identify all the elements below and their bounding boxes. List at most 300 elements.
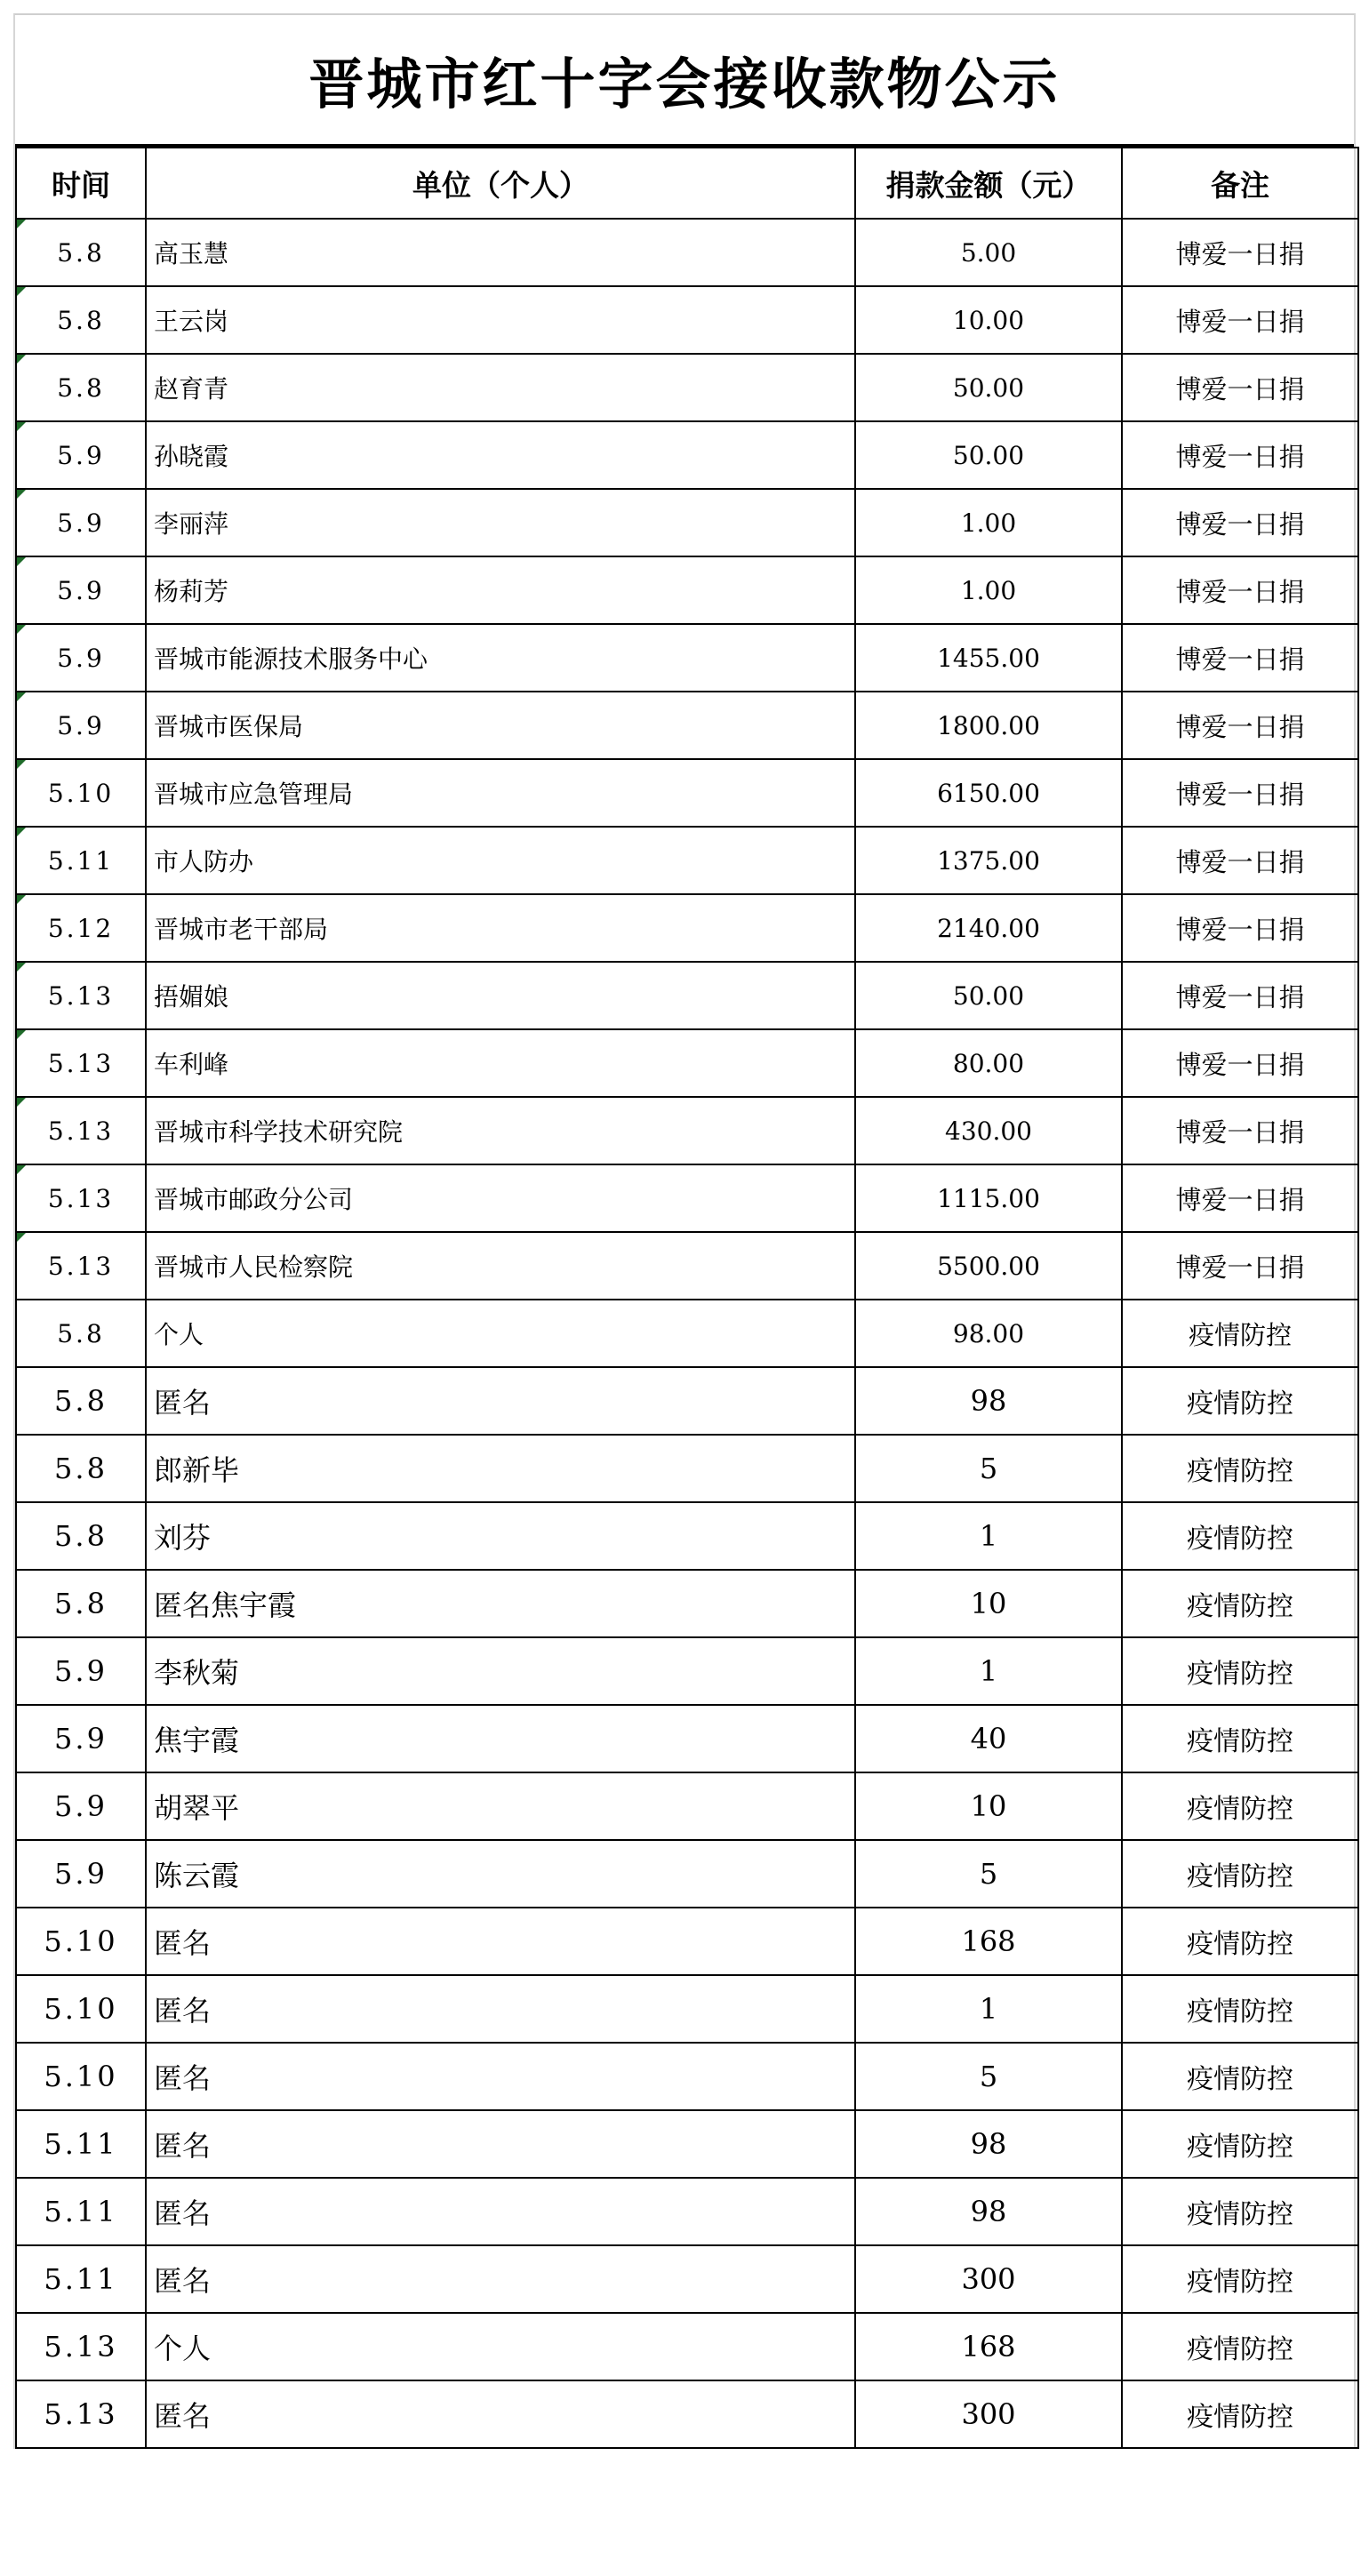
cell-unit[interactable]: [146, 286, 855, 354]
cell-note-text: 疫情防控: [1187, 1591, 1293, 1622]
cell-time[interactable]: [16, 894, 146, 962]
cell-time-text: 5.10: [44, 1992, 118, 2026]
cell-note[interactable]: [1122, 894, 1358, 962]
cell-amount[interactable]: [855, 2313, 1122, 2380]
cell-note[interactable]: [1122, 1300, 1358, 1367]
cell-unit[interactable]: [146, 1908, 855, 1975]
cell-time[interactable]: [16, 2380, 146, 2448]
cell-time-text: 5.9: [57, 575, 105, 605]
cell-unit[interactable]: [146, 1367, 855, 1435]
cell-amount-text: 430.00: [945, 1116, 1032, 1146]
cell-unit-text: 李丽萍: [154, 509, 229, 539]
cell-unit-text: 晋城市应急管理局: [154, 780, 354, 809]
cell-unit[interactable]: [146, 1637, 855, 1705]
cell-time-text: 5.8: [54, 1452, 108, 1485]
table-row: [16, 286, 1358, 354]
table-row: [16, 1164, 1358, 1232]
cell-unit[interactable]: [146, 1300, 855, 1367]
cell-comment-marker: [17, 1233, 26, 1242]
cell-amount-text: 80.00: [952, 1048, 1025, 1078]
cell-amount-text: 1115.00: [937, 1183, 1040, 1213]
cell-note[interactable]: [1122, 692, 1358, 759]
cell-amount[interactable]: [855, 2043, 1122, 2110]
cell-unit-text: 个人: [154, 1320, 204, 1349]
cell-note-text: 博爱一日捐: [1175, 711, 1305, 742]
cell-time[interactable]: [16, 2245, 146, 2313]
cell-time[interactable]: [16, 354, 146, 421]
cell-time-text: 5.9: [57, 710, 105, 740]
cell-unit[interactable]: [146, 421, 855, 489]
cell-time-text: 5.9: [57, 643, 105, 673]
cell-amount-text: 10: [970, 1587, 1007, 1620]
cell-note-text: 疫情防控: [1187, 1996, 1293, 2028]
cell-amount[interactable]: [855, 1637, 1122, 1705]
cell-unit[interactable]: [146, 759, 855, 827]
cell-amount-text: 40: [970, 1722, 1007, 1756]
cell-unit[interactable]: [146, 827, 855, 894]
cell-amount[interactable]: [855, 759, 1122, 827]
cell-note[interactable]: [1122, 962, 1358, 1029]
cell-note[interactable]: [1122, 1029, 1358, 1097]
cell-amount-text: 98: [970, 2195, 1007, 2228]
cell-note[interactable]: [1122, 556, 1358, 624]
table-row: [16, 1029, 1358, 1097]
cell-note[interactable]: [1122, 489, 1358, 556]
table-row: [16, 962, 1358, 1029]
table-row: [16, 2043, 1358, 2110]
cell-time-text: 5.9: [57, 508, 105, 538]
cell-time-text: 5.8: [57, 237, 105, 268]
cell-time-text: 5.8: [57, 372, 105, 403]
cell-time[interactable]: [16, 962, 146, 1029]
cell-time-text: 5.13: [47, 1251, 115, 1281]
cell-amount-text: 10: [970, 1789, 1007, 1823]
table-row: [16, 354, 1358, 421]
cell-unit[interactable]: [146, 219, 855, 286]
cell-unit-text: 焦宇霞: [154, 1724, 240, 1757]
cell-note-text: 博爱一日捐: [1175, 644, 1305, 675]
cell-amount-text: 1.00: [960, 575, 1017, 605]
cell-note-text: 疫情防控: [1187, 1388, 1293, 1420]
cell-amount-text: 1: [979, 1519, 998, 1553]
cell-time[interactable]: [16, 1637, 146, 1705]
cell-amount-text: 5: [979, 1857, 998, 1891]
cell-note-text: 博爱一日捐: [1175, 981, 1305, 1012]
table-row: [16, 489, 1358, 556]
cell-time[interactable]: [16, 1840, 146, 1908]
cell-unit[interactable]: [146, 2043, 855, 2110]
cell-amount[interactable]: [855, 354, 1122, 421]
cell-note-text: 博爱一日捐: [1175, 914, 1305, 945]
cell-time[interactable]: [16, 1705, 146, 1772]
cell-amount[interactable]: [855, 2178, 1122, 2245]
cell-unit[interactable]: [146, 1164, 855, 1232]
cell-note[interactable]: [1122, 1570, 1358, 1637]
cell-amount-text: 300: [961, 2397, 1016, 2431]
cell-time[interactable]: [16, 556, 146, 624]
cell-time[interactable]: [16, 1029, 146, 1097]
cell-unit-text: 匿名: [154, 1994, 212, 2028]
cell-unit[interactable]: [146, 2245, 855, 2313]
cell-unit[interactable]: [146, 1705, 855, 1772]
cell-comment-marker: [17, 895, 26, 904]
cell-time-text: 5.13: [44, 2397, 118, 2431]
cell-amount[interactable]: [855, 624, 1122, 692]
cell-time[interactable]: [16, 219, 146, 286]
cell-amount[interactable]: [855, 1840, 1122, 1908]
cell-time[interactable]: [16, 489, 146, 556]
table-row: [16, 2110, 1358, 2178]
cell-unit-text: 晋城市能源技术服务中心: [154, 644, 428, 674]
cell-amount-text: 168: [961, 1924, 1016, 1958]
cell-note[interactable]: [1122, 286, 1358, 354]
cell-note-text: 博爱一日捐: [1175, 508, 1305, 540]
cell-note-text: 博爱一日捐: [1175, 1049, 1305, 1080]
cell-unit[interactable]: [146, 2380, 855, 2448]
cell-amount[interactable]: [855, 2245, 1122, 2313]
cell-unit-text: 捂媚娘: [154, 982, 229, 1012]
cell-note-text: 疫情防控: [1187, 2267, 1293, 2298]
table-row: [16, 1975, 1358, 2043]
cell-comment-marker: [17, 1098, 26, 1107]
cell-note-text: 疫情防控: [1187, 1794, 1293, 1825]
cell-note-text: 博爱一日捐: [1175, 779, 1305, 810]
cell-unit-text: 匿名: [154, 2061, 212, 2095]
cell-time-text: 5.11: [44, 2195, 118, 2228]
cell-note[interactable]: [1122, 219, 1358, 286]
cell-time[interactable]: [16, 1435, 146, 1502]
cell-note[interactable]: [1122, 2043, 1358, 2110]
cell-note[interactable]: [1122, 421, 1358, 489]
cell-note-text: 博爱一日捐: [1175, 373, 1305, 404]
cell-amount[interactable]: [855, 1975, 1122, 2043]
cell-amount[interactable]: [855, 1502, 1122, 1570]
cell-amount[interactable]: [855, 1908, 1122, 1975]
cell-amount[interactable]: [855, 1097, 1122, 1164]
table-row: [16, 1232, 1358, 1300]
cell-note-text: 博爱一日捐: [1175, 238, 1305, 269]
table-row: [16, 827, 1358, 894]
table-row: [16, 421, 1358, 489]
cell-amount-text: 5.00: [960, 237, 1017, 268]
header-note: 备注: [1122, 148, 1358, 219]
cell-amount[interactable]: [855, 219, 1122, 286]
cell-amount[interactable]: [855, 1435, 1122, 1502]
cell-note[interactable]: [1122, 1772, 1358, 1840]
table-body: [16, 219, 1358, 2448]
cell-note[interactable]: [1122, 1840, 1358, 1908]
cell-time-text: 5.13: [47, 1048, 115, 1078]
cell-comment-marker: [17, 1030, 26, 1039]
cell-amount-text: 5: [979, 1452, 998, 1485]
cell-note-text: 疫情防控: [1187, 2402, 1293, 2433]
table-row: [16, 1840, 1358, 1908]
cell-unit[interactable]: [146, 962, 855, 1029]
cell-unit[interactable]: [146, 489, 855, 556]
cell-time-text: 5.8: [54, 1519, 108, 1553]
cell-time-text: 5.10: [44, 2060, 118, 2093]
cell-time[interactable]: [16, 2043, 146, 2110]
cell-unit[interactable]: [146, 1502, 855, 1570]
cell-unit[interactable]: [146, 1840, 855, 1908]
cell-unit-text: 匿名焦宇霞: [154, 1588, 297, 1622]
table-row: [16, 2313, 1358, 2380]
cell-comment-marker: [17, 692, 26, 701]
table-row: [16, 1772, 1358, 1840]
cell-note[interactable]: [1122, 1097, 1358, 1164]
cell-unit-text: 晋城市人民检察院: [154, 1252, 354, 1282]
cell-note[interactable]: [1122, 1232, 1358, 1300]
cell-time-text: 5.13: [47, 1183, 115, 1213]
cell-unit-text: 赵育青: [154, 374, 229, 404]
cell-unit[interactable]: [146, 624, 855, 692]
cell-comment-marker: [17, 760, 26, 769]
cell-amount[interactable]: [855, 1300, 1122, 1367]
table-row: [16, 894, 1358, 962]
cell-amount[interactable]: [855, 556, 1122, 624]
cell-amount-text: 1455.00: [937, 643, 1040, 673]
cell-note[interactable]: [1122, 1435, 1358, 1502]
cell-amount-text: 6150.00: [937, 778, 1040, 808]
table-row: [16, 219, 1358, 286]
cell-time[interactable]: [16, 2178, 146, 2245]
cell-note-text: 博爱一日捐: [1175, 441, 1305, 472]
cell-note[interactable]: [1122, 2110, 1358, 2178]
cell-unit-text: 车利峰: [154, 1050, 229, 1079]
cell-comment-marker: [17, 355, 26, 364]
cell-time-text: 5.8: [54, 1587, 108, 1620]
table-row: [16, 1097, 1358, 1164]
cell-amount-text: 10.00: [952, 305, 1025, 335]
cell-unit-text: 晋城市医保局: [154, 712, 304, 741]
cell-amount-text: 2140.00: [937, 913, 1040, 943]
cell-unit-text: 晋城市邮政分公司: [154, 1185, 354, 1214]
cell-unit[interactable]: [146, 354, 855, 421]
cell-comment-marker: [17, 422, 26, 431]
cell-time-text: 5.9: [54, 1654, 108, 1688]
cell-unit-text: 晋城市老干部局: [154, 915, 329, 944]
cell-unit-text: 市人防办: [154, 847, 254, 876]
cell-unit-text: 杨莉芳: [154, 577, 229, 606]
cell-note-text: 疫情防控: [1188, 1319, 1292, 1350]
cell-time[interactable]: [16, 1772, 146, 1840]
cell-note-text: 疫情防控: [1187, 1456, 1293, 1487]
cell-unit-text: 陈云霞: [154, 1859, 240, 1892]
cell-note[interactable]: [1122, 1975, 1358, 2043]
cell-note-text: 博爱一日捐: [1175, 576, 1305, 607]
cell-amount-text: 168: [961, 2330, 1016, 2364]
cell-amount-text: 50.00: [952, 372, 1025, 403]
cell-unit-text: 匿名: [154, 2264, 212, 2298]
cell-note[interactable]: [1122, 1502, 1358, 1570]
cell-note-text: 疫情防控: [1187, 2132, 1293, 2163]
cell-unit[interactable]: [146, 1570, 855, 1637]
cell-comment-marker: [17, 963, 26, 972]
cell-time[interactable]: [16, 692, 146, 759]
cell-unit-text: 晋城市科学技术研究院: [154, 1117, 404, 1147]
cell-unit[interactable]: [146, 1232, 855, 1300]
donation-table: [15, 147, 1359, 2449]
cell-amount[interactable]: [855, 1367, 1122, 1435]
cell-time[interactable]: [16, 1570, 146, 1637]
cell-note-text: 博爱一日捐: [1175, 306, 1305, 337]
cell-time[interactable]: [16, 1300, 146, 1367]
table-row: [16, 1502, 1358, 1570]
cell-time[interactable]: [16, 624, 146, 692]
cell-unit-text: 个人: [154, 2332, 212, 2365]
cell-time-text: 5.8: [54, 1384, 108, 1418]
cell-note[interactable]: [1122, 1164, 1358, 1232]
header-row: [16, 148, 1358, 219]
cell-time[interactable]: [16, 2110, 146, 2178]
cell-note[interactable]: [1122, 1908, 1358, 1975]
cell-amount[interactable]: [855, 962, 1122, 1029]
table-row: [16, 692, 1358, 759]
spreadsheet: [13, 13, 1356, 2449]
table-row: [16, 1637, 1358, 1705]
cell-amount[interactable]: [855, 1705, 1122, 1772]
cell-time[interactable]: [16, 1908, 146, 1975]
cell-unit[interactable]: [146, 2313, 855, 2380]
cell-amount[interactable]: [855, 1164, 1122, 1232]
cell-note-text: 疫情防控: [1187, 1726, 1293, 1757]
cell-note[interactable]: [1122, 2178, 1358, 2245]
cell-unit-text: 匿名: [154, 2196, 212, 2230]
cell-note[interactable]: [1122, 2380, 1358, 2448]
cell-unit[interactable]: [146, 894, 855, 962]
cell-note-text: 疫情防控: [1187, 1524, 1293, 1555]
cell-unit-text: 匿名: [154, 2399, 212, 2433]
cell-comment-marker: [17, 557, 26, 566]
cell-amount[interactable]: [855, 894, 1122, 962]
table-row: [16, 1570, 1358, 1637]
cell-time-text: 5.10: [47, 778, 115, 808]
cell-note-text: 疫情防控: [1187, 1929, 1293, 1960]
cell-time-text: 5.12: [47, 913, 115, 943]
cell-amount[interactable]: [855, 1232, 1122, 1300]
cell-note[interactable]: [1122, 624, 1358, 692]
cell-amount[interactable]: [855, 1570, 1122, 1637]
cell-amount[interactable]: [855, 2110, 1122, 2178]
cell-unit[interactable]: [146, 1772, 855, 1840]
cell-time-text: 5.11: [47, 845, 115, 876]
cell-unit[interactable]: [146, 1435, 855, 1502]
table-row: [16, 1367, 1358, 1435]
cell-note-text: 博爱一日捐: [1175, 1116, 1305, 1148]
table-row: [16, 1908, 1358, 1975]
cell-unit[interactable]: [146, 1097, 855, 1164]
table-row: [16, 759, 1358, 827]
cell-amount[interactable]: [855, 1772, 1122, 1840]
cell-amount[interactable]: [855, 827, 1122, 894]
cell-unit-text: 李秋菊: [154, 1656, 240, 1690]
cell-unit[interactable]: [146, 556, 855, 624]
cell-note[interactable]: [1122, 2245, 1358, 2313]
cell-time[interactable]: [16, 286, 146, 354]
cell-unit[interactable]: [146, 692, 855, 759]
cell-unit[interactable]: [146, 2178, 855, 2245]
cell-time[interactable]: [16, 421, 146, 489]
cell-amount-text: 1: [979, 1992, 998, 2026]
cell-amount[interactable]: [855, 489, 1122, 556]
cell-time[interactable]: [16, 1975, 146, 2043]
cell-note-text: 疫情防控: [1187, 1659, 1293, 1690]
header-unit: 单位（个人）: [146, 148, 855, 219]
cell-comment-marker: [17, 220, 26, 228]
cell-unit-text: 刘芬: [154, 1521, 212, 1555]
cell-note-text: 博爱一日捐: [1175, 846, 1305, 877]
cell-time[interactable]: [16, 1164, 146, 1232]
cell-amount-text: 1800.00: [937, 710, 1040, 740]
cell-amount-text: 98: [970, 2127, 1007, 2161]
cell-amount-text: 1: [979, 1654, 998, 1688]
cell-time[interactable]: [16, 827, 146, 894]
cell-time-text: 5.9: [54, 1722, 108, 1756]
cell-amount[interactable]: [855, 286, 1122, 354]
cell-amount-text: 1.00: [960, 508, 1017, 538]
table-row: [16, 2245, 1358, 2313]
table-row: [16, 1705, 1358, 1772]
cell-amount-text: 5: [979, 2060, 998, 2093]
table-row: [16, 1435, 1358, 1502]
cell-time-text: 5.11: [44, 2127, 118, 2161]
cell-comment-marker: [17, 625, 26, 634]
table-row: [16, 2178, 1358, 2245]
table-row: [16, 624, 1358, 692]
cell-amount-text: 50.00: [952, 440, 1025, 470]
cell-time[interactable]: [16, 1097, 146, 1164]
cell-time[interactable]: [16, 2313, 146, 2380]
cell-time-text: 5.13: [47, 980, 115, 1011]
cell-amount[interactable]: [855, 2380, 1122, 2448]
cell-amount[interactable]: [855, 692, 1122, 759]
cell-note[interactable]: [1122, 2313, 1358, 2380]
cell-amount-text: 50.00: [952, 980, 1025, 1011]
cell-note[interactable]: [1122, 827, 1358, 894]
cell-unit-text: 郎新毕: [154, 1453, 240, 1487]
cell-note-text: 疫情防控: [1187, 1861, 1293, 1892]
cell-unit[interactable]: [146, 1029, 855, 1097]
cell-time[interactable]: [16, 1502, 146, 1570]
header-time: 时间: [16, 148, 146, 219]
cell-amount[interactable]: [855, 421, 1122, 489]
cell-time-text: 5.13: [47, 1116, 115, 1146]
cell-note[interactable]: [1122, 1637, 1358, 1705]
cell-note[interactable]: [1122, 1705, 1358, 1772]
table-row: [16, 2380, 1358, 2448]
cell-time[interactable]: [16, 759, 146, 827]
cell-amount[interactable]: [855, 1029, 1122, 1097]
cell-note[interactable]: [1122, 759, 1358, 827]
cell-time[interactable]: [16, 1232, 146, 1300]
cell-unit-text: 匿名: [154, 1386, 212, 1420]
table-row: [16, 1300, 1358, 1367]
cell-comment-marker: [17, 1165, 26, 1174]
cell-unit-text: 高玉慧: [154, 239, 229, 268]
cell-time-text: 5.9: [54, 1789, 108, 1823]
cell-note-text: 博爱一日捐: [1175, 1184, 1305, 1215]
cell-note[interactable]: [1122, 1367, 1358, 1435]
cell-unit-text: 匿名: [154, 1926, 212, 1960]
cell-unit[interactable]: [146, 2110, 855, 2178]
cell-note[interactable]: [1122, 354, 1358, 421]
cell-unit[interactable]: [146, 1975, 855, 2043]
cell-note-text: 疫情防控: [1187, 2064, 1293, 2095]
cell-time-text: 5.8: [57, 305, 105, 335]
cell-amount-text: 98: [970, 1384, 1007, 1418]
cell-time[interactable]: [16, 1367, 146, 1435]
cell-time-text: 5.8: [57, 1318, 105, 1348]
